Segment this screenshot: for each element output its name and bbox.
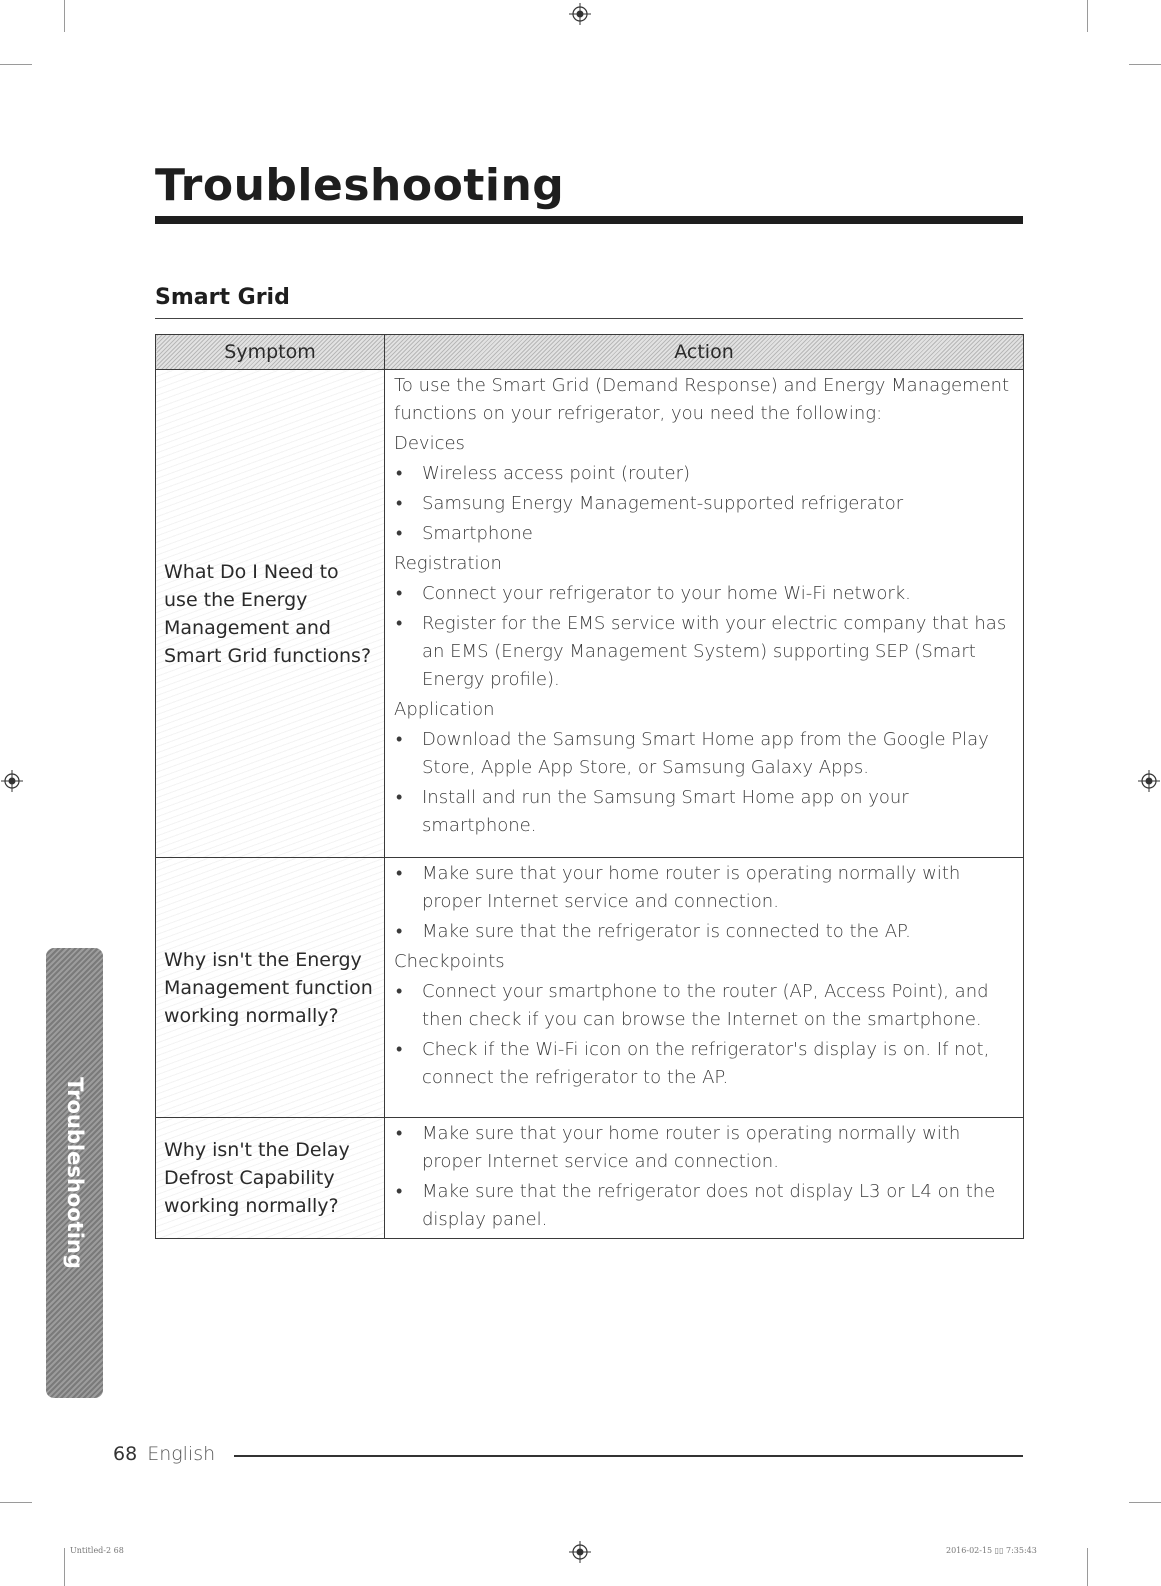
bullet-icon: •	[396, 729, 403, 750]
action-bullet	[394, 726, 1013, 782]
page-title: Troubleshooting	[155, 160, 565, 211]
bullet-icon: •	[396, 493, 403, 514]
registration-mark-icon	[1, 770, 23, 792]
symptom-header: Symptom	[156, 335, 385, 370]
action-bullet	[394, 490, 1013, 518]
bullet-text: Samsung Energy Management-supported refrigerator	[422, 493, 904, 514]
action-subheading: Application	[394, 699, 495, 720]
action-bullet	[394, 580, 1013, 608]
table-row	[156, 1118, 1024, 1239]
registration-mark-icon	[569, 1541, 591, 1563]
action-bullet	[394, 860, 1013, 916]
action-bullet	[394, 1036, 1013, 1092]
action-subheading: Devices	[394, 433, 465, 454]
action-bullet	[394, 520, 1013, 548]
bullet-text: Wireless access point (router)	[422, 463, 691, 484]
bullet-icon: •	[396, 613, 403, 634]
bullet-icon: •	[396, 1039, 403, 1060]
action-subheading: Checkpoints	[394, 951, 505, 972]
crop-mark	[1129, 1502, 1161, 1503]
action-bullet	[394, 918, 1013, 946]
table-body	[156, 370, 1024, 1239]
action-cell	[385, 370, 1024, 858]
crop-mark	[0, 1502, 32, 1503]
bullet-text: Register for the EMS service with your electric company that has an EMS (Energy Management System) supporting SEP (Smart Energy profile).	[422, 613, 1007, 690]
section-title: Smart Grid	[155, 285, 290, 310]
table-row	[156, 370, 1024, 858]
side-tab-label-wrap	[46, 948, 103, 1398]
bullet-icon: •	[396, 1181, 403, 1202]
bullet-text: Make sure that your home router is operating normally with proper Internet service and connection.	[422, 1123, 961, 1172]
crop-mark	[64, 1548, 65, 1586]
action-bullet	[394, 1178, 1013, 1234]
symptom-cell: Why isn't the Delay Defrost Capability working normally?	[156, 1118, 385, 1239]
bullet-icon: •	[396, 921, 403, 942]
bullet-text: Install and run the Samsung Smart Home app on your smartphone.	[422, 787, 909, 836]
side-tab-label: Troubleshooting	[62, 1077, 87, 1269]
bullet-icon: •	[396, 981, 403, 1002]
print-slug-right: 2016-02-15 ▯▯ 7:35:43	[946, 1546, 1037, 1555]
troubleshooting-table	[155, 334, 1024, 1239]
bullet-text: Make sure that the refrigerator does not display L3 or L4 on the display panel.	[422, 1181, 996, 1230]
bullet-icon: •	[396, 583, 403, 604]
action-cell	[385, 1118, 1024, 1239]
bullet-icon: •	[396, 463, 403, 484]
crop-mark	[0, 64, 32, 65]
table-row	[156, 858, 1024, 1118]
action-subheading: Registration	[394, 553, 502, 574]
title-rule	[155, 216, 1023, 224]
registration-mark-icon	[1138, 770, 1160, 792]
action-cell	[385, 858, 1024, 1118]
bullet-icon: •	[396, 863, 403, 884]
bullet-icon: •	[396, 1123, 403, 1144]
table-header-row	[156, 335, 1024, 370]
action-paragraph: To use the Smart Grid (Demand Response) and Energy Management functions on your refrigerator, you need the following:	[394, 375, 1010, 424]
action-bullet	[394, 610, 1013, 694]
bullet-text: Make sure that your home router is operating normally with proper Internet service and connection.	[422, 863, 961, 912]
crop-mark	[1087, 0, 1088, 32]
bullet-icon: •	[396, 523, 403, 544]
bullet-text: Make sure that the refrigerator is connected to the AP.	[422, 921, 911, 942]
action-bullet	[394, 460, 1013, 488]
action-bullet	[394, 784, 1013, 840]
action-header: Action	[385, 335, 1024, 370]
bullet-text: Connect your refrigerator to your home Wi-Fi network.	[422, 583, 911, 604]
section-rule	[155, 318, 1023, 319]
action-bullet	[394, 978, 1013, 1034]
registration-mark-icon	[569, 3, 591, 25]
action-bullet	[394, 1120, 1013, 1176]
print-slug-left: Untitled-2 68	[70, 1546, 124, 1555]
page-footer	[113, 1443, 215, 1465]
symptom-cell: Why isn't the Energy Management function working normally?	[156, 858, 385, 1118]
crop-mark	[1087, 1548, 1088, 1586]
footer-language: English	[147, 1443, 216, 1465]
crop-mark	[1129, 64, 1161, 65]
bullet-icon: •	[396, 787, 403, 808]
page-number: 68	[113, 1443, 138, 1465]
crop-mark	[64, 0, 65, 32]
footer-rule	[234, 1455, 1023, 1457]
bullet-text: Smartphone	[422, 523, 533, 544]
symptom-cell: What Do I Need to use the Energy Management and Smart Grid functions?	[156, 370, 385, 858]
bullet-text: Check if the Wi-Fi icon on the refrigerator's display is on. If not, connect the refrigerator to the AP.	[422, 1039, 990, 1088]
bullet-text: Connect your smartphone to the router (AP, Access Point), and then check if you can browse the Internet on the smartphone.	[422, 981, 989, 1030]
bullet-text: Download the Samsung Smart Home app from the Google Play Store, Apple App Store, or Samsung Galaxy Apps.	[422, 729, 989, 778]
